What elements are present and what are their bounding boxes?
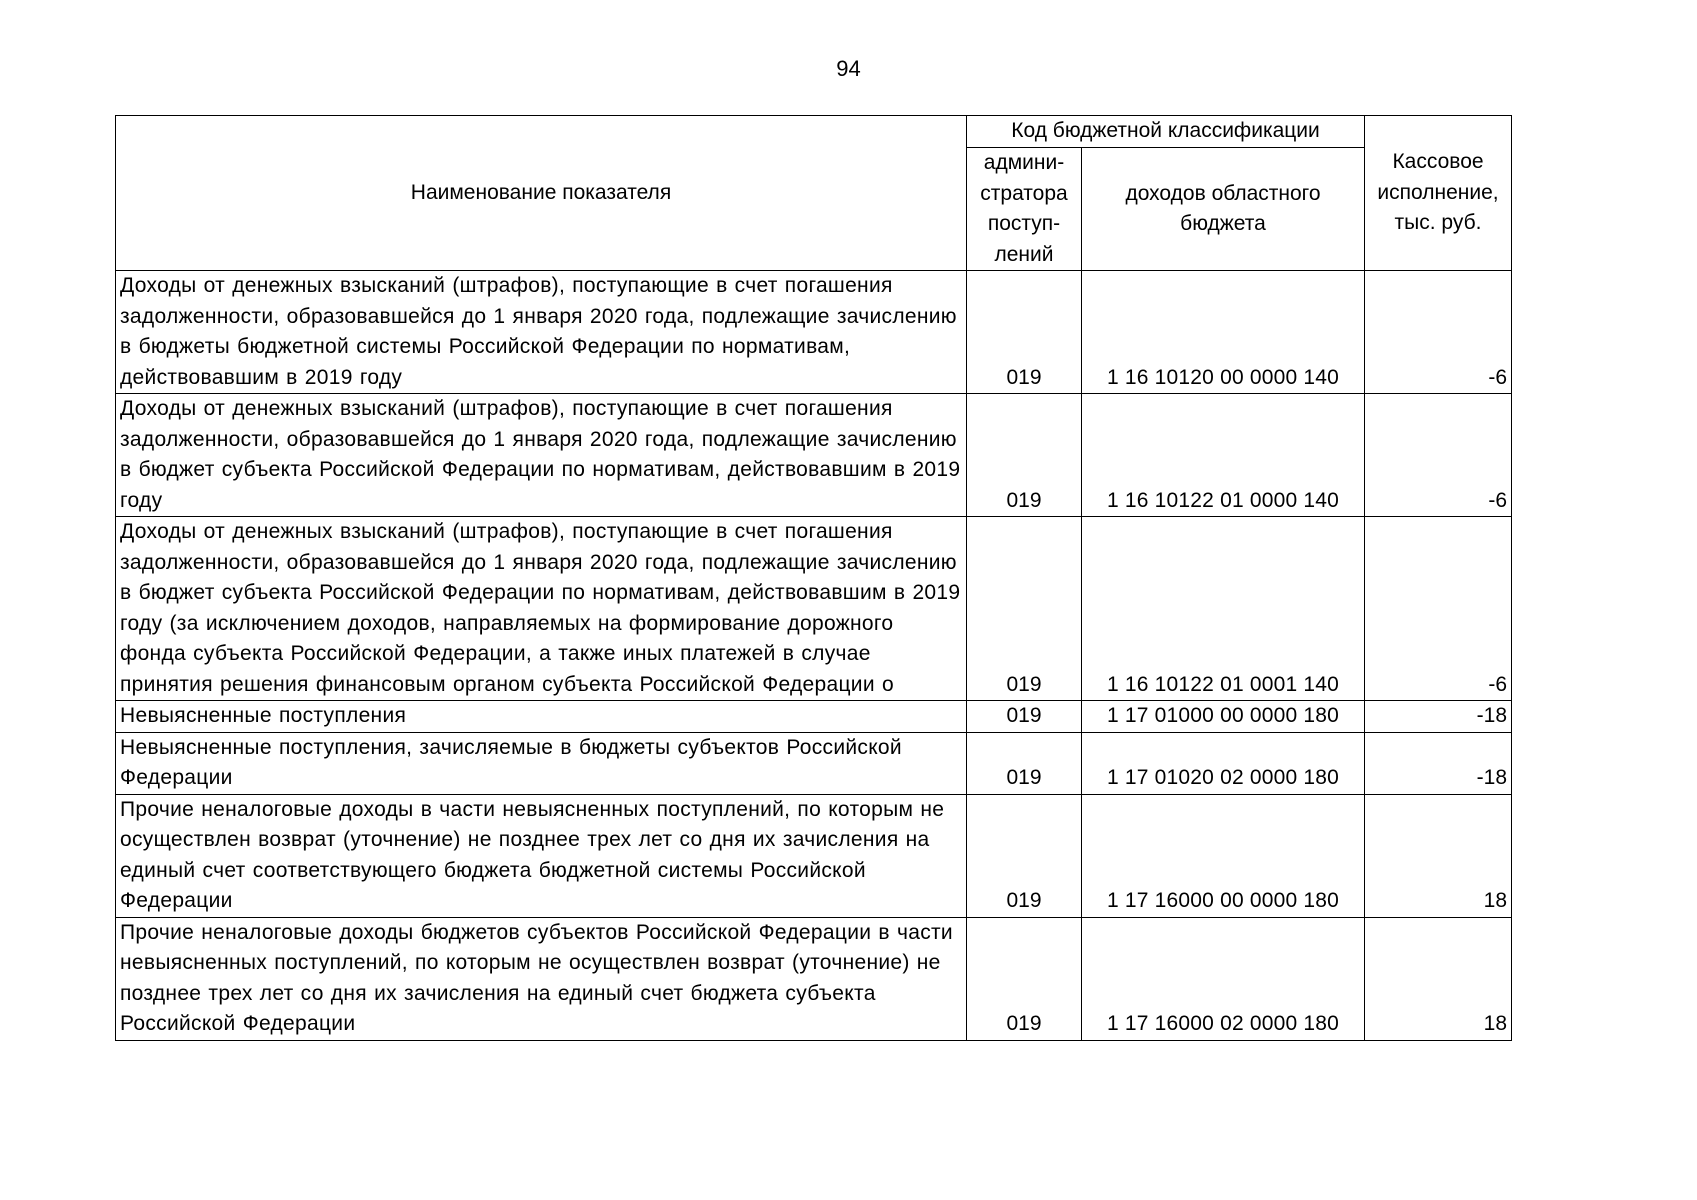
budget-classification-table: [115, 115, 1512, 1041]
row-amount: 18: [1365, 794, 1512, 917]
table-body: [116, 271, 1512, 1041]
table-row: [116, 271, 1512, 394]
table-row: [116, 517, 1512, 701]
row-indicator-name: Прочие неналоговые доходы в части невыясненных поступлений, по которым не осуществлен возврат (уточнение) не позднее трех лет со дня их зачисления на единый счет соответствующего бюджета бюджетной системы Российской Федерации: [116, 794, 967, 917]
row-amount: -6: [1365, 517, 1512, 701]
row-indicator-name: Доходы от денежных взысканий (штрафов), поступающие в счет погашения задолженности, образовавшейся до 1 января 2020 года, подлежащие зачислению в бюджет субъекта Российской Федерации по нормативам, действовавшим в 2019 году (за исключением доходов, направляемых на формирование дорожного фонда субъекта Российской Федерации, а также иных платежей в случае принятия решения финансовым органом субъекта Российской Федерации о: [116, 517, 967, 701]
row-admin-code: 019: [967, 917, 1082, 1040]
header-administrator: админи-стратора поступ-лений: [967, 148, 1082, 271]
header-indicator-name: Наименование показателя: [116, 116, 967, 271]
row-amount: -6: [1365, 394, 1512, 517]
row-indicator-name: Невыясненные поступления, зачисляемые в бюджеты субъектов Российской Федерации: [116, 732, 967, 794]
row-indicator-name: Невыясненные поступления: [116, 701, 967, 733]
row-income-code: 1 17 16000 02 0000 180: [1082, 917, 1365, 1040]
table-row: [116, 917, 1512, 1040]
row-indicator-name: Доходы от денежных взысканий (штрафов), поступающие в счет погашения задолженности, образовавшейся до 1 января 2020 года, подлежащие зачислению в бюджет субъекта Российской Федерации по нормативам, действовавшим в 2019 году: [116, 394, 967, 517]
table-row: [116, 732, 1512, 794]
row-indicator-name: Прочие неналоговые доходы бюджетов субъектов Российской Федерации в части невыясненных поступлений, по которым не осуществлен возврат (уточнение) не позднее трех лет со дня их зачисления на единый счет бюджета субъекта Российской Федерации: [116, 917, 967, 1040]
row-income-code: 1 16 10122 01 0001 140: [1082, 517, 1365, 701]
table-row: [116, 394, 1512, 517]
row-admin-code: 019: [967, 271, 1082, 394]
header-regional-income: доходов областного бюджета: [1082, 148, 1365, 271]
row-admin-code: 019: [967, 732, 1082, 794]
row-amount: -18: [1365, 701, 1512, 733]
row-indicator-name: Доходы от денежных взысканий (штрафов), поступающие в счет погашения задолженности, образовавшейся до 1 января 2020 года, подлежащие зачислению в бюджеты бюджетной системы Российской Федерации по нормативам, действовавшим в 2019 году: [116, 271, 967, 394]
row-income-code: 1 16 10120 00 0000 140: [1082, 271, 1365, 394]
row-amount: -6: [1365, 271, 1512, 394]
row-income-code: 1 17 01020 02 0000 180: [1082, 732, 1365, 794]
header-cash-execution: Кассовое исполнение, тыс. руб.: [1365, 116, 1512, 271]
row-admin-code: 019: [967, 394, 1082, 517]
row-income-code: 1 16 10122 01 0000 140: [1082, 394, 1365, 517]
page-number: 94: [836, 56, 861, 81]
row-amount: -18: [1365, 732, 1512, 794]
table-row: [116, 794, 1512, 917]
table-row: [116, 701, 1512, 733]
row-admin-code: 019: [967, 701, 1082, 733]
row-admin-code: 019: [967, 794, 1082, 917]
row-admin-code: 019: [967, 517, 1082, 701]
row-income-code: 1 17 16000 00 0000 180: [1082, 794, 1365, 917]
header-classification-code: Код бюджетной классификации: [967, 116, 1365, 148]
table-header: [116, 116, 1512, 271]
row-amount: 18: [1365, 917, 1512, 1040]
row-income-code: 1 17 01000 00 0000 180: [1082, 701, 1365, 733]
